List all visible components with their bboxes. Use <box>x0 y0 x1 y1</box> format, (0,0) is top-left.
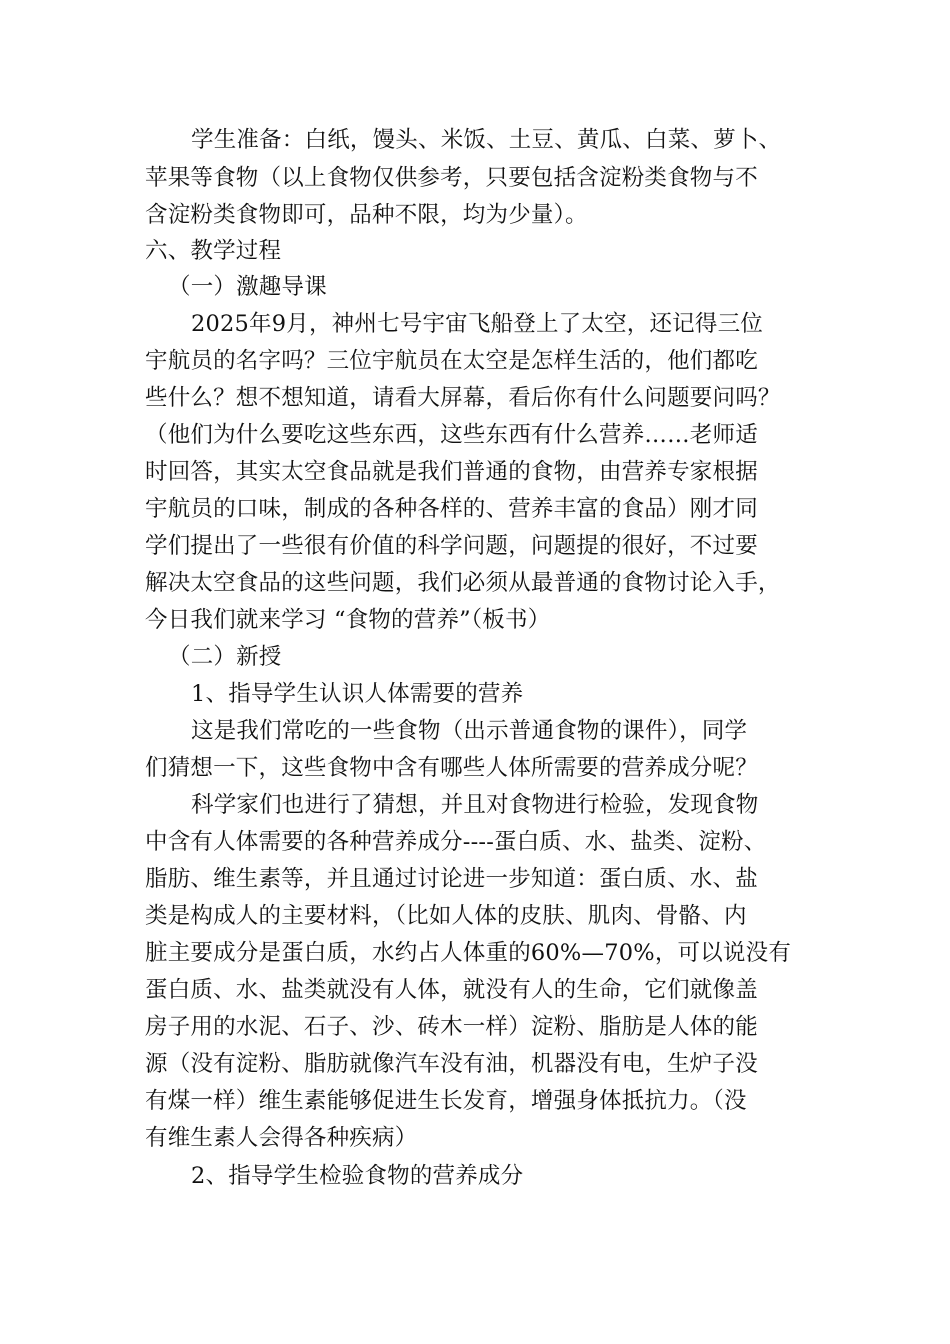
text-line: 2025年9月，神州七号宇宙飞船登上了太空，还记得三位 <box>191 311 763 337</box>
text-line: 今日我们就来学习 “食物的营养”（板书） <box>145 607 551 633</box>
subsection-heading: （二）新授 <box>168 644 282 670</box>
text-line: 含淀粉类食物即可，品种不限，均为少量）。 <box>145 202 588 228</box>
text-line: （他们为什么要吃这些东西，这些东西有什么营养……老师适 <box>145 422 758 448</box>
text-line: 房子用的水泥、石子、沙、砖木一样）淀粉、脂肪是人体的能 <box>145 1014 758 1040</box>
text-line: 宇航员的名字吗？三位宇航员在太空是怎样生活的，他们都吃 <box>145 348 758 374</box>
text-line: 学们提出了一些很有价值的科学问题，问题提的很好，不过要 <box>145 533 758 559</box>
text-line: 脏主要成分是蛋白质，水约占人体重的60%—70%，可以说没有 <box>145 940 792 966</box>
item-heading: 1、指导学生认识人体需要的营养 <box>191 681 524 707</box>
section-heading: 六、教学过程 <box>145 238 282 264</box>
text-line: 有维生素人会得各种疾病） <box>145 1125 418 1151</box>
text-line: 这是我们常吃的一些食物（出示普通食物的课件），同学 <box>191 718 748 744</box>
text-line: 蛋白质、水、盐类就没有人体，就没有人的生命，它们就像盖 <box>145 977 758 1003</box>
text-line: 有煤一样）维生素能够促进生长发育，增强身体抵抗力。（没 <box>145 1088 747 1114</box>
subsection-heading: （一）激趣导课 <box>168 274 327 300</box>
text-line: 解决太空食品的这些问题，我们必须从最普通的食物讨论入手， <box>145 570 781 596</box>
text-line: 们猜想一下，这些食物中含有哪些人体所需要的营养成分呢？ <box>145 755 758 781</box>
text-line: 中含有人体需要的各种营养成分----蛋白质、水、盐类、淀粉、 <box>145 829 767 855</box>
text-line: 脂肪、维生素等，并且通过讨论进一步知道：蛋白质、水、盐 <box>145 866 758 892</box>
text-line: 源（没有淀粉、脂肪就像汽车没有油，机器没有电，生炉子没 <box>145 1051 758 1077</box>
item-heading: 2、指导学生检验食物的营养成分 <box>191 1163 524 1189</box>
text-line: 学生准备：白纸，馒头、米饭、土豆、黄瓜、白菜、萝卜、 <box>191 127 782 153</box>
text-line: 苹果等食物（以上食物仅供参考，只要包括含淀粉类食物与不 <box>145 165 758 191</box>
text-line: 科学家们也进行了猜想，并且对食物进行检验，发现食物 <box>191 792 759 818</box>
text-line: 时回答，其实太空食品就是我们普通的食物，由营养专家根据 <box>145 459 758 485</box>
text-line: 些什么？想不想知道，请看大屏幕，看后你有什么问题要问吗？ <box>145 385 781 411</box>
text-line: 宇航员的口味，制成的各种各样的、营养丰富的食品）刚才同 <box>145 496 758 522</box>
text-line: 类是构成人的主要材料，（比如人体的皮肤、肌肉、骨骼、内 <box>145 903 747 929</box>
